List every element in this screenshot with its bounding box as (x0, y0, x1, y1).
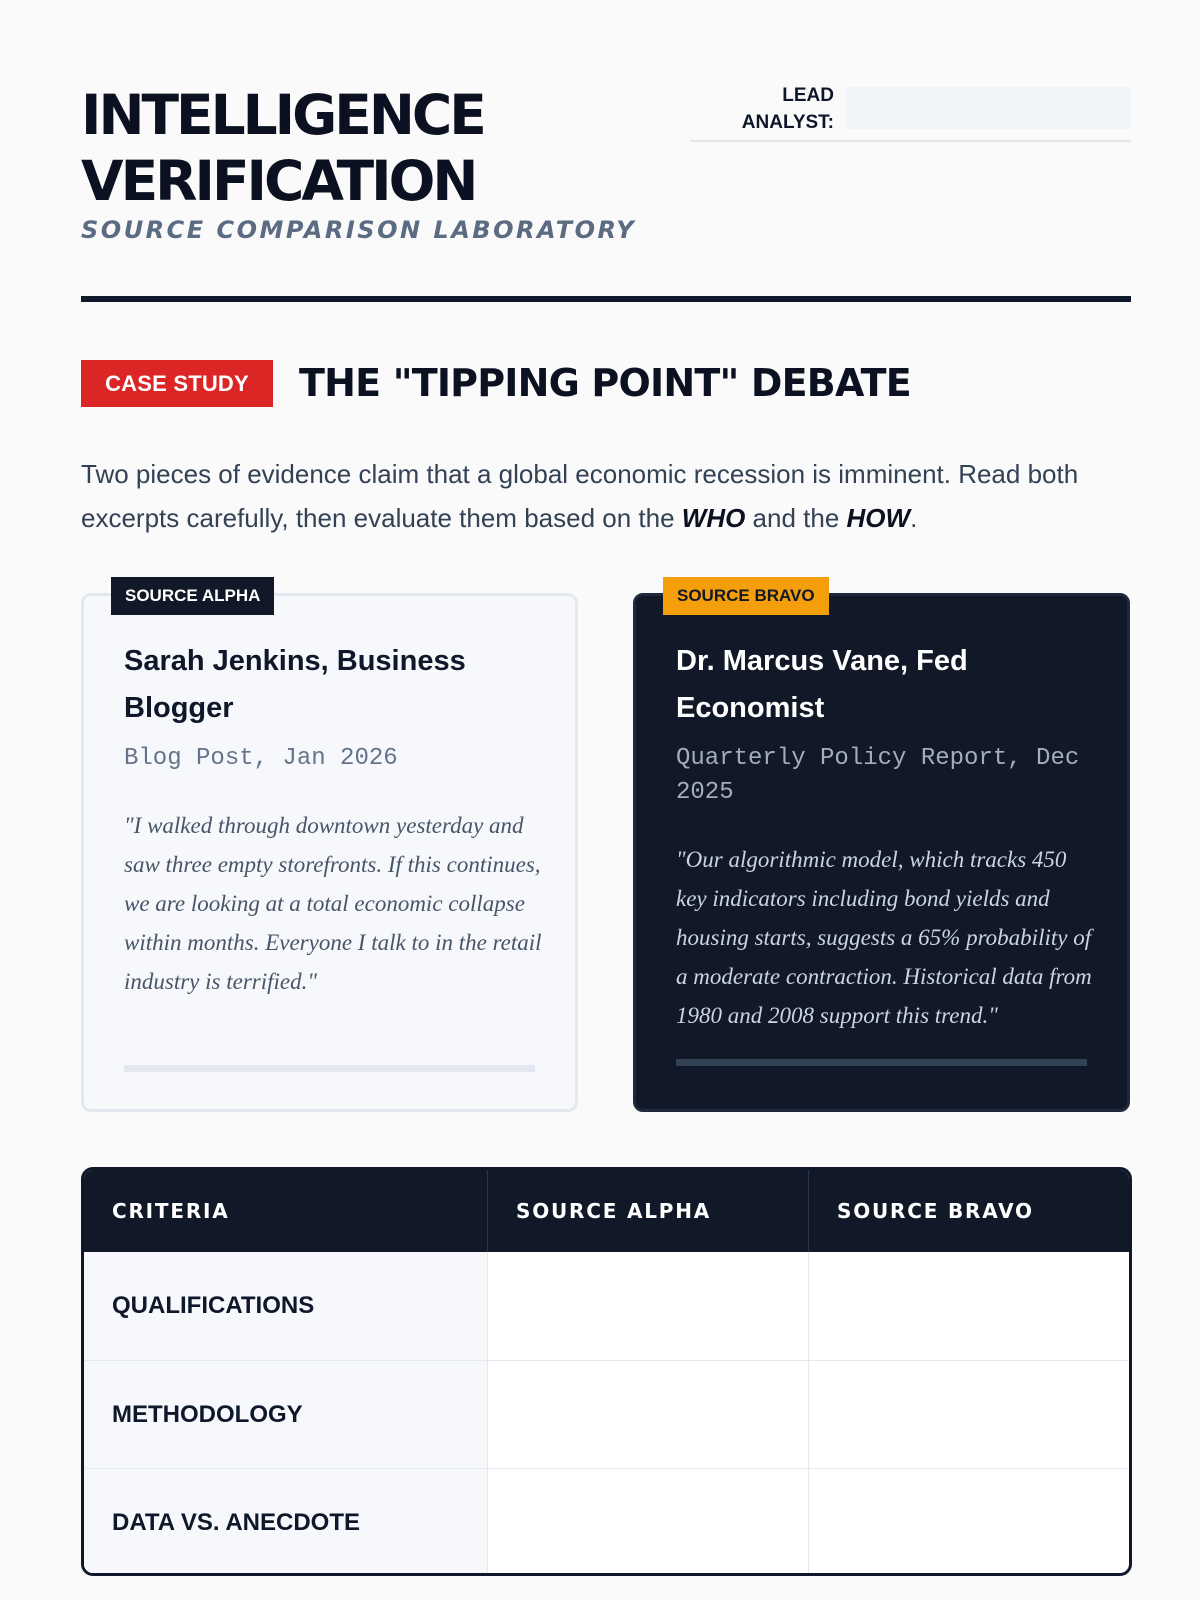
source-alpha-divider (124, 1065, 535, 1072)
source-alpha-card (81, 586, 578, 1112)
lead-analyst-label-line-1: LEAD (782, 85, 834, 106)
case-study-badge: CASE STUDY (81, 360, 273, 407)
lead-analyst-field-group (690, 82, 1131, 142)
source-bravo-meta: Quarterly Policy Report, Dec 2025 (676, 745, 1080, 806)
intro-text-before: Two pieces of evidence claim that a global economic recession is imminent. Read both excerpts carefully, then evaluate them based on the (81, 459, 1079, 533)
source-bravo-tag: SOURCE BRAVO (663, 577, 829, 615)
source-bravo-cell[interactable] (808, 1469, 1129, 1576)
criteria-cell: METHODOLOGY (84, 1361, 487, 1468)
source-bravo-name: Dr. Marcus Vane, Fed Economist (676, 645, 968, 724)
source-bravo-cell[interactable] (808, 1252, 1129, 1360)
source-bravo-card (633, 586, 1130, 1112)
source-alpha-cell[interactable] (487, 1252, 808, 1360)
page-header (81, 82, 1131, 302)
intro-who: WHO (681, 503, 746, 533)
source-bravo-cell[interactable] (808, 1361, 1129, 1468)
source-alpha-quote: "I walked through downtown yesterday and saw three empty storefronts. If this continues, we are looking at a total economic collapse within months. Everyone I talk to in the retail industry is terrified." (124, 813, 542, 994)
criteria-cell: DATA VS. ANECDOTE (84, 1469, 487, 1576)
header-source-bravo: SOURCE BRAVO (808, 1170, 1129, 1252)
table-header-row (84, 1170, 1129, 1252)
lead-analyst-label (694, 82, 834, 136)
intro-paragraph (81, 452, 1141, 540)
source-alpha-name: Sarah Jenkins, Business Blogger (124, 645, 466, 724)
title-line-1: INTELLIGENCE (81, 83, 484, 147)
table-row (84, 1252, 1129, 1360)
case-study-title: THE "TIPPING POINT" DEBATE (299, 361, 911, 405)
title-line-2: VERIFICATION (81, 149, 476, 213)
table-row (84, 1360, 1129, 1468)
intro-how: HOW (846, 503, 911, 533)
table-row (84, 1468, 1129, 1576)
lead-analyst-input[interactable] (846, 87, 1131, 129)
criteria-cell: QUALIFICATIONS (84, 1252, 487, 1360)
lead-analyst-label-line-2: ANALYST: (741, 112, 834, 133)
header-source-alpha: SOURCE ALPHA (487, 1170, 808, 1252)
intro-text-end: . (910, 503, 918, 533)
comparison-table (81, 1167, 1132, 1576)
source-bravo-quote: "Our algorithmic model, which tracks 450 key indicators including bond yields and housing starts, suggests a 65% probability of a moderate contraction. Historical data from 1980 and 2008 support this trend." (676, 847, 1092, 1028)
source-alpha-cell[interactable] (487, 1469, 808, 1576)
header-criteria: CRITERIA (112, 1199, 230, 1223)
header-divider (81, 296, 1131, 302)
page-subtitle: SOURCE COMPARISON LABORATORY (81, 216, 637, 244)
source-alpha-cell[interactable] (487, 1361, 808, 1468)
intro-text-middle: and the (745, 503, 847, 533)
source-bravo-divider (676, 1059, 1087, 1066)
case-study-heading (81, 360, 1131, 408)
source-alpha-tag: SOURCE ALPHA (111, 577, 274, 615)
source-alpha-meta: Blog Post, Jan 2026 (124, 745, 398, 772)
